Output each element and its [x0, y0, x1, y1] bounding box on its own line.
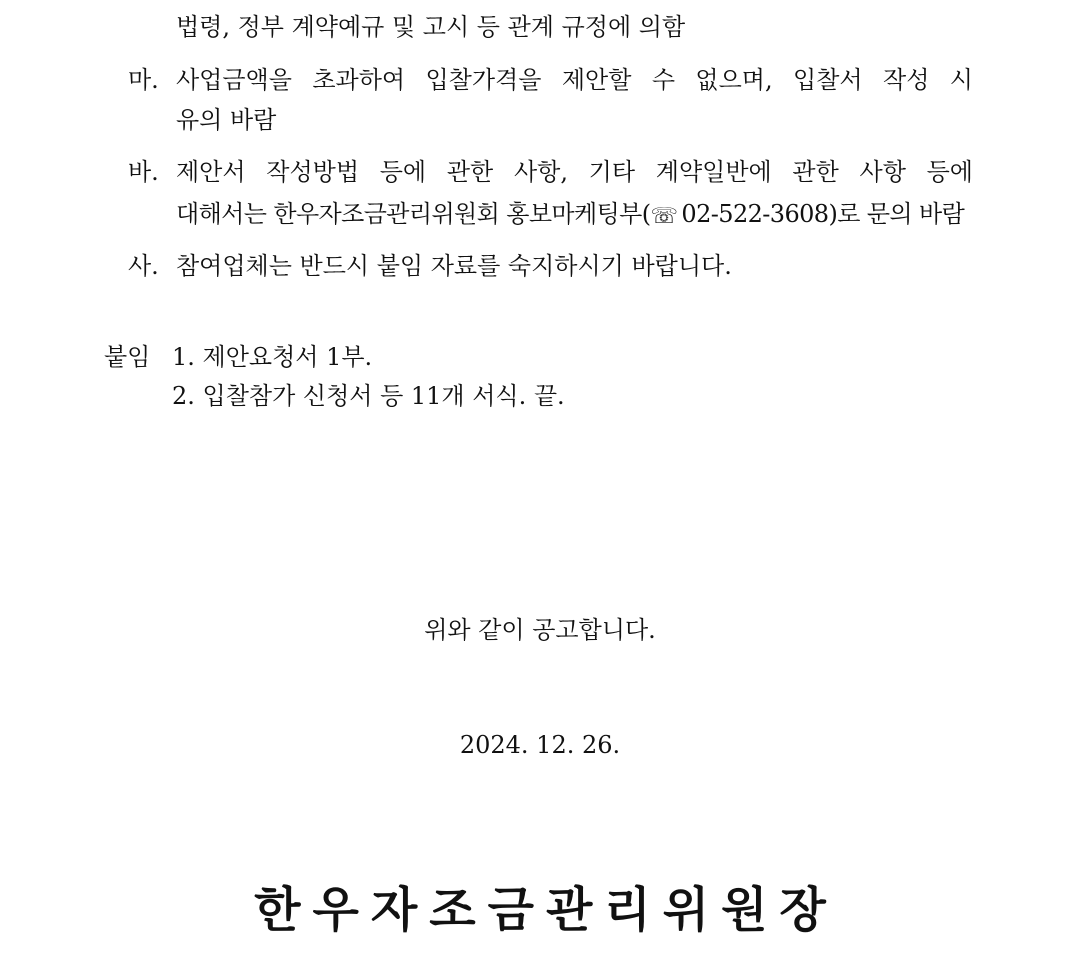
attachments-label: 붙임	[104, 343, 151, 371]
contact-phone-number: 02-522-3608	[681, 200, 829, 228]
attachment-item-2: 2. 입찰참가 신청서 등 11개 서식. 끝.	[172, 382, 565, 410]
item-ba-line1: 제안서 작성방법 등에 관한 사항, 기타 계약일반에 관한 사항 등에	[176, 158, 973, 186]
issuer-signature: 한우자조금관리위원장	[254, 882, 838, 938]
item-ba-line2-suffix: )로 문의 바람	[828, 200, 965, 228]
item-sa-marker: 사.	[128, 252, 159, 280]
closing-statement: 위와 같이 공고합니다.	[424, 616, 656, 644]
notice-date: 2024. 12. 26.	[459, 731, 621, 759]
attachment-item-1: 1. 제안요청서 1부.	[172, 343, 373, 371]
phone-icon: ☏	[650, 204, 678, 229]
item-ma-line2: 유의 바람	[176, 106, 277, 134]
item-ba-line2-prefix: 대해서는 한우자조금관리위원회 홍보마케팅부(	[176, 200, 651, 228]
item-sa-line1: 참여업체는 반드시 붙임 자료를 숙지하시기 바랍니다.	[176, 252, 732, 280]
continued-line: 법령, 정부 계약예규 및 고시 등 관계 규정에 의함	[176, 13, 686, 41]
item-ma-line1: 사업금액을 초과하여 입찰가격을 제안할 수 없으며, 입찰서 작성 시	[176, 66, 973, 94]
item-ba-marker: 바.	[128, 158, 159, 186]
item-ba-line2	[176, 199, 973, 229]
item-ma-marker: 마.	[128, 66, 159, 94]
